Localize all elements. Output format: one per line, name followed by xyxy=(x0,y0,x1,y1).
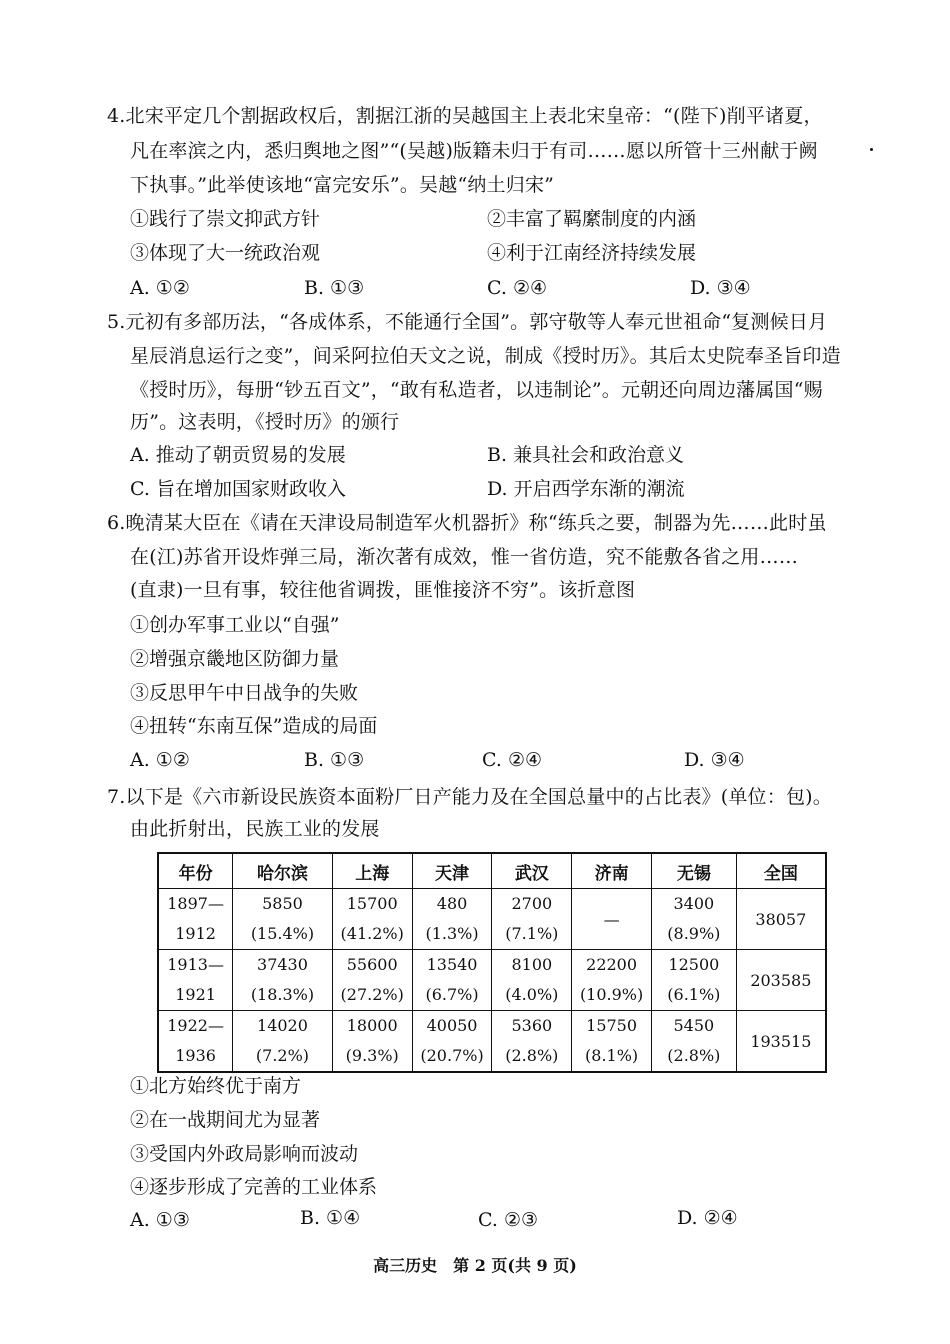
value-cell xyxy=(572,889,652,950)
value: 14020 xyxy=(257,1016,308,1035)
value: 2700 xyxy=(511,894,553,913)
q6-item-4: ④扭转“东南互保”造成的局面 xyxy=(130,715,378,737)
q6-option-c: C. ②④ xyxy=(482,749,543,771)
header-jinan: 济南 xyxy=(572,853,652,889)
q7-option-b: B. ①④ xyxy=(300,1207,361,1229)
share: (9.3%) xyxy=(345,1046,399,1065)
q4-item-2: ②丰富了羁縻制度的内涵 xyxy=(487,208,697,230)
header-year: 年份 xyxy=(158,853,233,889)
share: (20.7%) xyxy=(420,1046,484,1065)
page-footer: 高三历史 第 2 页(共 9 页) xyxy=(373,1256,577,1275)
q5-option-c: C. 旨在增加国家财政收入 xyxy=(130,478,346,500)
share: (8.9%) xyxy=(667,924,721,943)
q6-stem-line-2: 在(江)苏省开设炸弹三局，渐次著有成效，惟一省仿造，究不能敷各省之用…… xyxy=(130,546,799,568)
value: 40050 xyxy=(426,1016,478,1035)
share: (41.2%) xyxy=(340,924,404,943)
q7-stem-line-2: 由此折射出，民族工业的发展 xyxy=(130,818,380,840)
value-cell xyxy=(492,889,572,950)
value: 5360 xyxy=(511,1016,553,1035)
table-row xyxy=(158,889,826,950)
q5-stem-line-3: 《授时历》，每册“钞五百文”，“敢有私造者，以违制论”。元朝还向周边藩属国“赐 xyxy=(130,379,823,401)
value-cell xyxy=(233,889,333,950)
share: (6.1%) xyxy=(667,985,721,1004)
q5-option-a: A. 推动了朝贡贸易的发展 xyxy=(130,444,346,466)
value: 22200 xyxy=(586,955,638,974)
value: 5850 xyxy=(262,894,303,913)
header-national: 全国 xyxy=(736,853,826,889)
table-header-row xyxy=(158,853,826,889)
share: (15.4%) xyxy=(250,924,315,943)
q6-option-a: A. ①② xyxy=(130,749,190,771)
value-cell xyxy=(652,1011,737,1073)
year-cell xyxy=(158,889,233,950)
share: (2.8%) xyxy=(667,1046,721,1065)
value-cell xyxy=(233,950,333,1011)
value-cell xyxy=(572,950,652,1011)
q7-stem-line-1: 7.以下是《六市新设民族资本面粉厂日产能力及在全国总量中的占比表》(单位：包)。 xyxy=(107,786,832,808)
q5-stem-line-4: 历”。这表明，《授时历》的颁行 xyxy=(130,411,400,433)
q6-stem-line-1: 6.晚清某大臣在《请在天津设局制造军火机器折》称“练兵之要，制器为先……此时虽 xyxy=(107,512,827,534)
value: — xyxy=(603,909,620,929)
table-row xyxy=(158,1011,826,1073)
share: (2.8%) xyxy=(505,1046,559,1065)
header-shanghai: 上海 xyxy=(332,853,412,889)
q6-option-b: B. ①③ xyxy=(304,749,365,771)
value-cell xyxy=(233,1011,333,1073)
value-cell xyxy=(652,889,737,950)
total-cell: 203585 xyxy=(736,950,826,1011)
value: 37430 xyxy=(257,955,308,974)
value-cell xyxy=(492,1011,572,1073)
share: (10.9%) xyxy=(579,985,644,1004)
q6-option-d: D. ③④ xyxy=(684,749,745,771)
q6-item-2: ②增强京畿地区防御力量 xyxy=(130,648,340,670)
value: 15700 xyxy=(346,894,398,913)
ink-speck xyxy=(870,148,873,151)
q7-item-4: ④逐步形成了完善的工业体系 xyxy=(130,1176,378,1198)
value: 13540 xyxy=(426,955,478,974)
year-cell xyxy=(158,1011,233,1073)
share: (4.0%) xyxy=(505,985,559,1004)
q7-option-a: A. ①③ xyxy=(130,1209,190,1231)
q6-item-1: ①创办军事工业以“自强” xyxy=(130,614,340,636)
q4-item-1: ①践行了崇文抑武方针 xyxy=(130,208,321,230)
q6-stem-line-3: (直隶)一旦有事，较往他省调拨，匪惟接济不穷”。该折意图 xyxy=(130,579,636,601)
flour-mill-capacity-table xyxy=(157,852,827,1073)
total-cell: 193515 xyxy=(736,1011,826,1073)
share: (18.3%) xyxy=(250,985,315,1004)
q5-option-b: B. 兼具社会和政治意义 xyxy=(487,444,685,466)
q7-item-3: ③受国内外政局影响而波动 xyxy=(130,1143,359,1165)
q4-stem-line-1: 4.北宋平定几个割据政权后，割据江浙的吴越国主上表北宋皇帝：“(陛下)削平诸夏， xyxy=(107,105,823,127)
value: 5450 xyxy=(673,1016,715,1035)
share: (8.1%) xyxy=(585,1046,639,1065)
value-cell xyxy=(412,950,492,1011)
year-end: 1921 xyxy=(175,985,216,1004)
value: 8100 xyxy=(511,955,553,974)
header-harbin: 哈尔滨 xyxy=(233,853,333,889)
value-cell xyxy=(332,889,412,950)
q5-stem-line-1: 5.元初有多部历法，“各成体系，不能通行全国”。郭守敬等人奉元世祖命“复测候日月 xyxy=(107,311,828,333)
header-tianjin: 天津 xyxy=(412,853,492,889)
value-cell xyxy=(412,1011,492,1073)
value-cell xyxy=(652,950,737,1011)
q4-item-4: ④利于江南经济持续发展 xyxy=(487,242,697,264)
value: 12500 xyxy=(668,955,720,974)
header-wuhan: 武汉 xyxy=(492,853,572,889)
share: (6.7%) xyxy=(425,985,479,1004)
value-cell xyxy=(412,889,492,950)
share: (1.3%) xyxy=(425,924,479,943)
total-cell: 38057 xyxy=(736,889,826,950)
q4-stem-line-3: 下执事。”此举使该地“富完安乐”。吴越“纳土归宋” xyxy=(130,174,555,196)
value-cell xyxy=(332,1011,412,1073)
value: 480 xyxy=(436,894,468,913)
q4-stem-line-2: 凡在率滨之内，悉归舆地之图”“(吴越)版籍未归于有司……愿以所管十三州献于阙 xyxy=(130,140,818,162)
value-cell xyxy=(572,1011,652,1073)
q5-stem-line-2: 星辰消息运行之变”，间采阿拉伯天文之说，制成《授时历》。其后太史院奉圣旨印造 xyxy=(130,345,841,367)
table-row xyxy=(158,950,826,1011)
q4-option-c: C. ②④ xyxy=(487,277,548,299)
q7-item-2: ②在一战期间尤为显著 xyxy=(130,1109,321,1131)
year-start: 1897— xyxy=(167,894,224,913)
year-end: 1936 xyxy=(175,1046,216,1065)
q4-option-d: D. ③④ xyxy=(690,277,751,299)
value-cell xyxy=(492,950,572,1011)
year-cell xyxy=(158,950,233,1011)
year-start: 1913— xyxy=(167,955,224,974)
value-cell xyxy=(332,950,412,1011)
value: 15750 xyxy=(586,1016,638,1035)
q7-option-d: D. ②④ xyxy=(677,1207,738,1229)
q7-item-1: ①北方始终优于南方 xyxy=(130,1075,302,1097)
share: (27.2%) xyxy=(340,985,404,1004)
share: (7.1%) xyxy=(505,924,559,943)
q5-option-d: D. 开启西学东渐的潮流 xyxy=(487,478,685,500)
header-wuxi: 无锡 xyxy=(652,853,737,889)
year-start: 1922— xyxy=(167,1016,224,1035)
q4-option-a: A. ①② xyxy=(130,277,190,299)
q4-option-b: B. ①③ xyxy=(304,277,365,299)
q4-item-3: ③体现了大一统政治观 xyxy=(130,242,321,264)
value: 55600 xyxy=(346,955,398,974)
q7-option-c: C. ②③ xyxy=(478,1209,539,1231)
value: 18000 xyxy=(346,1016,398,1035)
share: (7.2%) xyxy=(255,1046,310,1065)
value: 3400 xyxy=(673,894,715,913)
year-end: 1912 xyxy=(175,924,216,943)
q6-item-3: ③反思甲午中日战争的失败 xyxy=(130,682,359,704)
